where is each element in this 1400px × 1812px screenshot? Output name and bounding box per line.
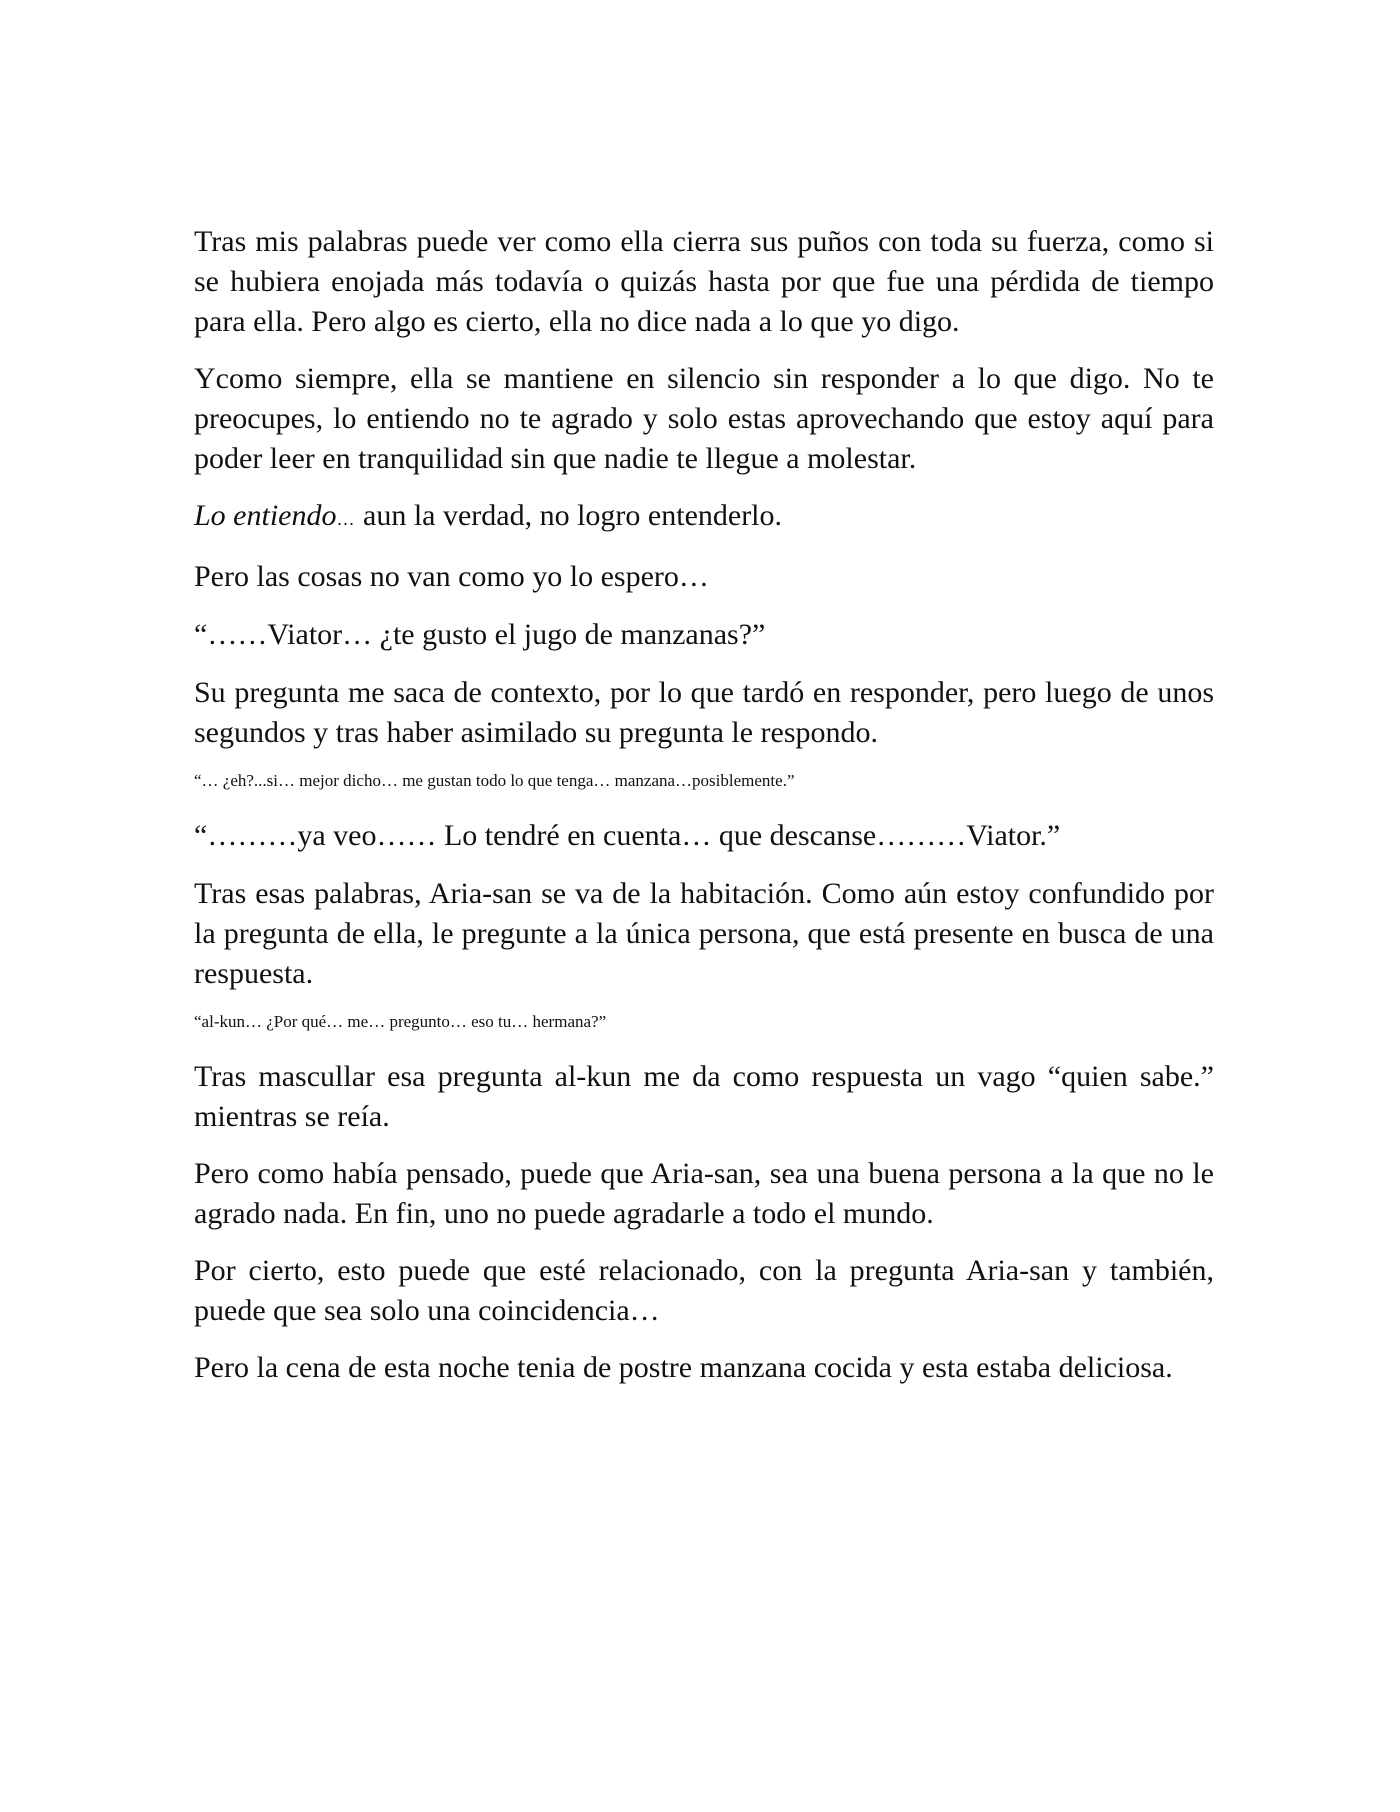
paragraph-10: Pero la cena de esta noche tenia de postre manzana cocida y esta estaba deliciosa.: [194, 1351, 1173, 1384]
dialogue-line-1: “……Viator… ¿te gusto el jugo de manzanas?”: [194, 618, 766, 651]
paragraph-7: Tras mascullar esa pregunta al-kun me da como respuesta un vago “quien sabe.” mientras se reía.: [194, 1060, 1214, 1133]
italic-phrase: Lo entiendo: [194, 499, 337, 532]
paragraph-3-rest: aun la verdad, no logro entenderlo.: [355, 499, 783, 532]
dialogue-line-3: “………ya veo…… Lo tendré en cuenta… que descanse………Viator.”: [194, 819, 1061, 852]
paragraph-8: Pero como había pensado, puede que Aria-san, sea una buena persona a la que no le agrado nada. En fin, uno no puede agradarle a todo el mundo.: [194, 1157, 1214, 1230]
paragraph-3: [194, 496, 1214, 539]
paragraph-6: Tras esas palabras, Aria-san se va de la habitación. Como aún estoy confundido por la pregunta de ella, le pregunte a la única persona, que está presente en busca de una respuesta.: [194, 877, 1214, 990]
paragraph-2: Ycomo siempre, ella se mantiene en silencio sin responder a lo que digo. No te preocupes, lo entiendo no te agrado y solo estas aprovechando que estoy aquí para poder leer en tranquilidad sin que nadie te llegue a molestar.: [194, 362, 1214, 475]
paragraph-4: Pero las cosas no van como yo lo espero…: [194, 560, 709, 593]
paragraph-1: Tras mis palabras puede ver como ella cierra sus puños con toda su fuerza, como si se hubiera enojada más todavía o quizás hasta por que fue una pérdida de tiempo para ella. Pero algo es cierto, ella no dice nada a lo que yo digo.: [194, 225, 1214, 338]
document-body: [194, 222, 1214, 1406]
dialogue-line-2: “… ¿eh?...si… mejor dicho… me gustan todo lo que tenga… manzana…posiblemente.”: [194, 771, 795, 790]
paragraph-9: Por cierto, esto puede que esté relacionado, con la pregunta Aria-san y también, puede que sea solo una coincidencia…: [194, 1254, 1214, 1327]
dialogue-line-4: “al-kun… ¿Por qué… me… pregunto… eso tu… hermana?”: [194, 1012, 607, 1031]
small-ellipsis: …: [336, 509, 356, 529]
paragraph-5: Su pregunta me saca de contexto, por lo que tardó en responder, pero luego de unos segundos y tras haber asimilado su pregunta le respondo.: [194, 676, 1214, 749]
